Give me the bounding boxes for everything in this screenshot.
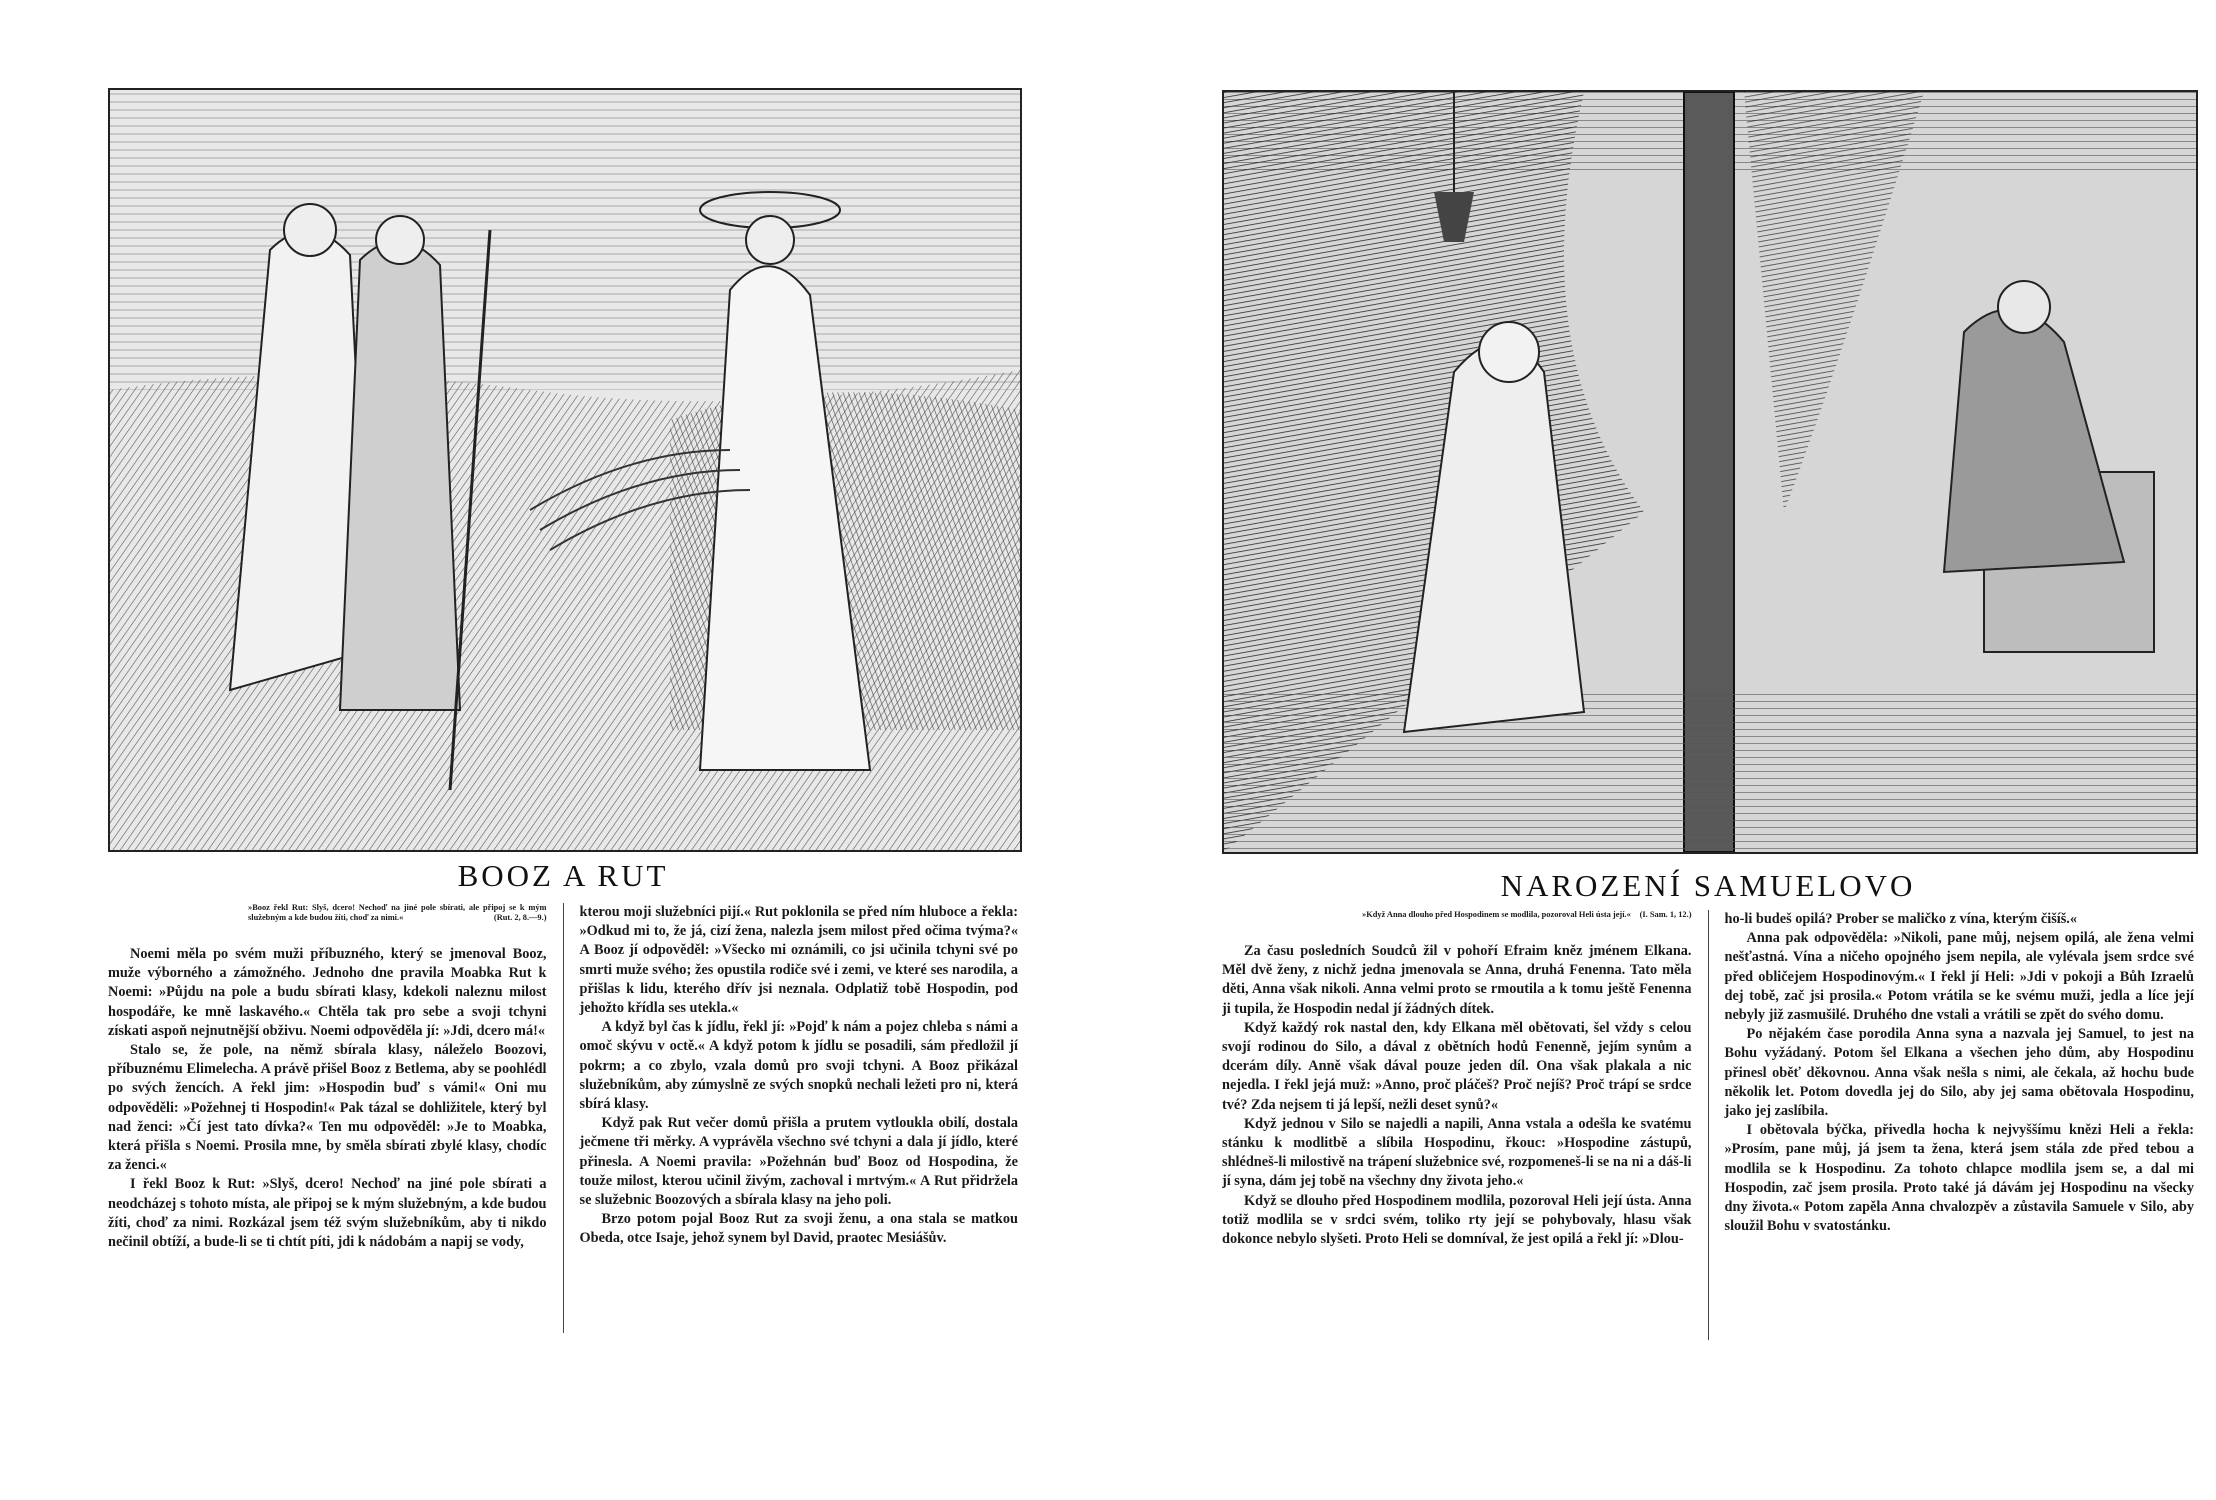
text-column-2 — [1708, 910, 2195, 1340]
engraving-booz-and-ruth — [108, 88, 1022, 852]
paragraph: Brzo potom pojal Booz Rut za svoji ženu, a ona stala se matkou Obeda, otce Isaje, jehož synem byl David, praotec Mesiášův. — [579, 1211, 1018, 1247]
epigraph-text: »Booz řekl Rut: Slyš, dcero! Nechoď na jiné pole sbírati, ale připoj se k mým služebným a kde budou žíti, choď za nimi.« — [248, 903, 547, 922]
text-column-2 — [563, 903, 1019, 1333]
paragraph: Když každý rok nastal den, kdy Elkana měl obětovati, šel vždy s celou svojí rodinou do Silo, a dával z obětních hodů Fenenně, jejím synům a dcerám díly. Anně však dával pouze jeden díl. Ona však plakala a nic nejedla. I řekl jejá muž: »Anno, proč pláčeš? Proč nejíš? Proč trápí se srdce tvé? Zda nejsem ti já lepší, nežli deset synů?« — [1222, 1019, 1692, 1113]
paragraph: Když se dlouho před Hospodinem modlila, pozoroval Heli její ústa. Anna totiž modlila se v srdci svém, toliko rty její se pohybovaly, hlasu však dokonce nebylo slyšeti. Proto Heli se domníval, že jest opilá a řekl jí: »Dlou- — [1222, 1192, 1692, 1248]
paragraph: A když byl čas k jídlu, řekl jí: »Pojď k nám a pojez chleba s námi a omoč skývu v octě.« A když potom k jídlu se posadili, sám předložil jí pokrm; a co zbylo, vzala domů pro svoji tchyni. A Booz přikázal služebníkům, aby zúmyslně ze svých snopků nechali ležeti pro ni, která sbírá klasy. — [579, 1019, 1018, 1113]
epigraph-reference: (Rut. 2, 8.—9.) — [493, 913, 547, 922]
paragraph: I obětovala býčka, přivedla hocha k nejvyššímu knězi Heli a řekla: »Prosím, pane můj, já jsem ta žena, která jsem stála zde před tebou a modlila se k Hospodinu. Za tohoto chlapce modlila jsem se, a dal mi Hospodin, zač jsem prosila. Proto také já dávám jej Hospodinu na všecky dny života.« Potom zapěla Anna chvalozpěv a zůstavila Samuele v Silo, aby sloužil Bohu v svatostánku. — [1724, 1122, 2194, 1235]
text-column-1 — [108, 903, 563, 1333]
text-columns — [108, 903, 1018, 1333]
paragraph: I řekl Booz k Rut: »Slyš, dcero! Nechoď na jiné pole sbírati a neodcházej s tohoto místa, ale připoj se k mým služebným, a kde budou žíti, choď za nimi. Rozkázal jsem též svým služebníkům, aby ti nikdo nečinil obtíží, a bude-li se ti chtít píti, jdi k nádobám a napij se vody, — [108, 1176, 547, 1251]
paragraph: Za času posledních Soudců žil v pohoří Efraim kněz jménem Elkana. Měl dvě ženy, z nichž jedna jmenovala se Anna, druhá Fenenna. Tato měla děti, Anna však nikoli. Anna velmi proto se rmoutila a k tomu ještě Fenenna ji tupila, že Hospodin nedal jí žádných dítek. — [1222, 943, 1692, 1017]
paragraph: Po nějakém čase porodila Anna syna a nazvala jej Samuel, to jest na Bohu vyžádaný. Potom šel Elkana a všechen jeho dům, aby Hospodinu přinesl oběť děkovnou. Anna však nešla s nimi, ale čekala, až hochu bude několik let. Potom dovedla jej do Silo, aby jej sama obětovala Hospodinu, jako jej zaslíbila. — [1724, 1026, 2194, 1120]
epigraph-reference: (I. Sam. 1, 12.) — [1639, 910, 1692, 919]
page-title: BOOZ A RUT — [457, 858, 669, 893]
paragraph: Když jednou v Silo se najedli a napili, Anna vstala a odešla ke svatému stánku k modlitbě a slíbila Hospodinu, řkouc: »Hospodine zástupů, shlédneš-li milostivě na trápení služebnice své, rozpomeneš-li se na ni a dáš-li jí syna, dám jej tobě na všechny dny života jeho.« — [1222, 1115, 1692, 1190]
epigraph — [1362, 910, 1692, 920]
engraving-birth-of-samuel — [1222, 90, 2198, 854]
text-columns — [1222, 910, 2194, 1340]
paragraph: ho-li budeš opilá? Prober se maličko z vína, kterým čišíš.« — [1724, 911, 2078, 927]
text-column-1 — [1222, 910, 1708, 1340]
paragraph: Když pak Rut večer domů přišla a prutem vytloukla obilí, dostala ječmene tři měrky. A vyprávěla všechno své tchyni a dala jí jídlo, které přinesla. A Noemi pravila: »Požehnán buď Booz od Hospodina, že touže milost, kterou učinil živým, zachoval i mrtvým.« A Rut přidržela se služebnic Boozových a sbírala klasy na jeho poli. — [579, 1115, 1018, 1209]
paragraph: kterou moji služebníci pijí.« Rut poklonila se před ním hluboce a řekla: »Odkud mi to, že já, cizí žena, nalezla jsem milost před očima tvýma?« A Booz jí odpověděl: »Všecko mi oznámili, co jsi učinila tchyni své po smrti muže svého; žes opustila rodiče své i zemi, ve které ses narodila, a přišlas k lidu, kterého dřív jsi neznala. Odplatiž tobě Hospodin, pod jehožto křídla ses utekla.« — [579, 904, 1018, 1017]
paragraph: Stalo se, že pole, na němž sbírala klasy, náleželo Boozovi, příbuznému Elimelecha. A právě přišel Booz z Betlema, aby se poohlédl po svých žencích. A řekl jim: »Hospodin buď s vámi!« Oni mu odpověděli: »Požehnej ti Hospodin!« Pak tázal se dohližitele, který byl nad ženci: »Čí jest tato dívka?« Ten mu odpověděl: »Je to Moabka, která přišla s Noemi. Prosila mne, by směla sbírati zbylé klasy, chodíc za ženci.« — [108, 1042, 547, 1174]
epigraph — [248, 903, 547, 923]
page-title: NAROZENÍ SAMUELOVO — [1500, 868, 1916, 903]
paragraph: Anna pak odpověděla: »Nikoli, pane můj, nejsem opilá, ale žena velmi nešťastná. Vína a ničeho opojného jsem nepila, ale vylévala jsem srdce své před obličejem Hospodinovým.« I řekl jí Heli: »Jdi v pokoji a Bůh Izraelů dej tobě, zač jsi prosila.« Potom vrátila se ke svému muži, jedla a líce její nebyly již zasmušilé. Druhého dne vstali a vrátili se zpět do svého domu. — [1724, 930, 2194, 1024]
epigraph-text: »Když Anna dlouho před Hospodinem se modlila, pozoroval Heli ústa její.« — [1362, 910, 1631, 919]
engraving-illustration — [1224, 92, 2196, 852]
engraving-illustration — [110, 90, 1020, 850]
right-page — [1108, 0, 2216, 1500]
paragraph: Noemi měla po svém muži příbuzného, který se jmenoval Booz, muže výborného a zámožného. Jednoho dne pravila Moabka Rut k Noemi: »Půjdu na pole a budu sbírati klasy, kdekoli naleznu milost hospodáře, ke mně laskavého.« Chtěla tak pro sebe a svoji tchyni získati aspoň nejnutnější obživu. Noemi odpověděla jí: »Jdi, dcero má!« — [108, 946, 547, 1039]
